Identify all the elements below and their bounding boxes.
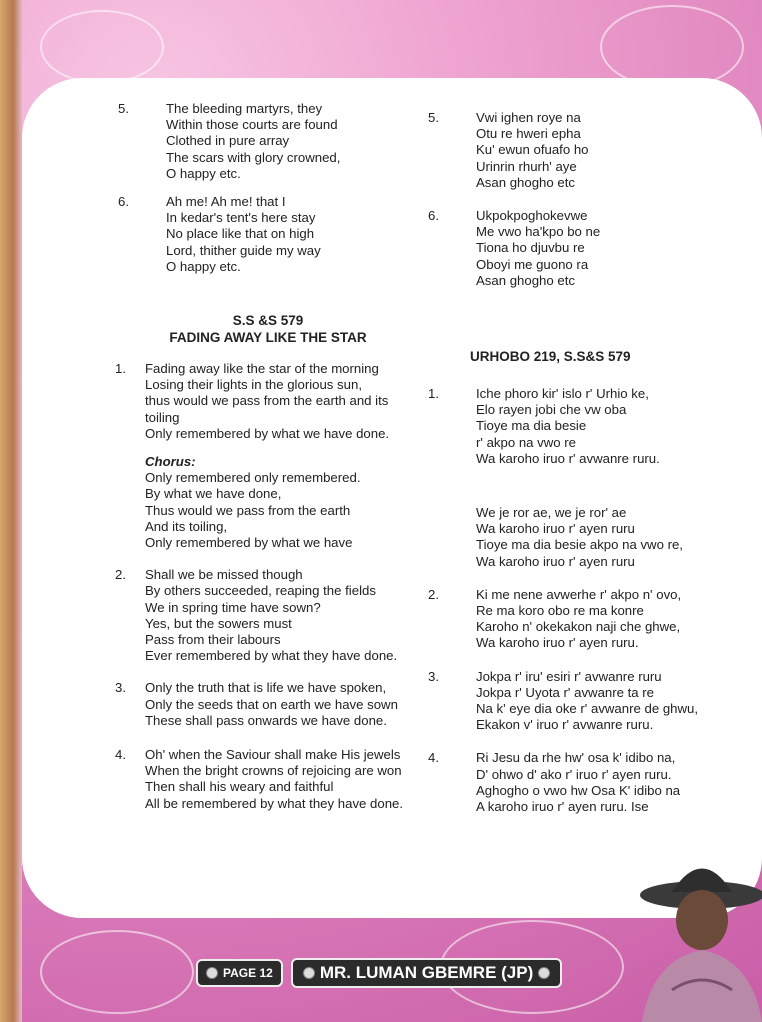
verse-number: 6. — [428, 208, 439, 224]
text-line: Urinrin rhurh' aye — [476, 158, 577, 174]
text-line: Only remembered by what we have done. — [145, 425, 390, 441]
left-hymn-body — [115, 361, 413, 812]
right-verse-2 — [428, 587, 728, 652]
verse-number: 1. — [115, 361, 126, 376]
right-hymn-body — [428, 386, 728, 815]
text-line: Thus would we pass from the earth — [145, 502, 351, 518]
text-line: Within those courts are found — [166, 117, 338, 133]
verse-lines — [166, 194, 321, 275]
verse-number: 2. — [428, 586, 439, 602]
text-line: Only remembered by what we have — [145, 535, 353, 551]
text-line: Tiona ho djuvbu re — [476, 240, 585, 256]
page-number: PAGE 12 — [223, 966, 273, 980]
text-line: Vwi ighen roye na — [476, 110, 581, 125]
text-line: Shall we be missed though — [145, 567, 303, 583]
verse-lines — [476, 208, 600, 289]
text-line: Wa karoho iruo r' ayen ruru — [476, 521, 635, 537]
right-verse-6 — [428, 208, 728, 289]
hymn-number: S.S &S 579 — [232, 313, 304, 328]
bullet-icon — [538, 967, 550, 979]
hymn-heading — [118, 312, 418, 346]
text-line: We je ror ae, we je ror' ae — [476, 505, 627, 521]
text-line: Wa karoho iruo r' ayen ruru — [476, 553, 635, 569]
hymn-title: FADING AWAY LIKE THE STAR — [169, 330, 367, 345]
verse-lines — [145, 361, 413, 442]
author-portrait — [632, 850, 762, 1022]
verse-lines — [476, 110, 589, 191]
text-line: Asan ghogho etc — [476, 174, 575, 190]
verse-lines — [476, 386, 660, 467]
text-line: Aghogho o vwo hw Osa K' idibo na — [476, 782, 681, 798]
text-line: When the bright crowns of rejoicing are won — [145, 763, 402, 779]
right-column — [428, 110, 728, 289]
chorus-lines — [145, 470, 413, 551]
verse-lines — [145, 567, 397, 664]
author-name-badge — [291, 958, 562, 988]
text-line: Only remembered only remembered. — [145, 470, 361, 486]
page-footer — [196, 958, 562, 988]
text-line: Oboyi me guono ra — [476, 256, 589, 272]
chorus-lines — [476, 505, 728, 570]
left-verse-2 — [115, 567, 413, 664]
verse-number: 3. — [115, 680, 126, 696]
text-line: In kedar's tent's here stay — [166, 210, 316, 226]
verse-number: 1. — [428, 386, 439, 401]
text-line: No place like that on high — [166, 226, 315, 242]
text-line: By what we have done, — [145, 486, 282, 502]
page-number-badge — [196, 959, 283, 987]
right-verse-5 — [428, 110, 728, 191]
verse-lines — [145, 680, 398, 729]
left-verse-3 — [115, 680, 413, 729]
left-edge-strip — [0, 0, 22, 1022]
right-verse-3 — [428, 669, 728, 734]
text-line: Re ma koro obo re ma konre — [476, 603, 644, 619]
verse-lines — [476, 587, 681, 652]
text-line: O happy etc. — [166, 258, 241, 274]
text-line: Jokpa r' iru' esiri r' avwanre ruru — [476, 668, 662, 684]
verse-number: 4. — [115, 747, 126, 763]
text-line: We in spring time have sown? — [145, 599, 321, 615]
author-name: MR. LUMAN GBEMRE (JP) — [319, 963, 534, 982]
text-line: Ekakon v' iruo r' avwanre ruru. — [476, 717, 654, 733]
text-line: Oh' when the Saviour shall make His jewels — [145, 747, 401, 763]
text-line: Only the seeds that on earth we have sown — [145, 696, 398, 712]
right-hymn-heading: URHOBO 219, S.S&S 579 — [470, 349, 631, 364]
left-verse-5 — [118, 101, 418, 182]
text-line: Elo rayen jobi che vw oba — [476, 402, 627, 418]
left-verse-1 — [115, 361, 413, 442]
text-line: Lord, thither guide my way — [166, 242, 321, 258]
text-line: Ever remembered by what they have done. — [145, 648, 398, 664]
text-line: Ki me nene avwerhe r' akpo n' ovo, — [476, 586, 682, 602]
text-line: Ah me! Ah me! that I — [166, 194, 286, 210]
bullet-icon — [303, 967, 315, 979]
verse-lines — [166, 101, 340, 182]
text-line: Fading away like the star of the morning — [145, 361, 379, 376]
text-line: Losing their lights in the glorious sun, — [145, 377, 362, 393]
text-line: O happy etc. — [166, 165, 241, 181]
text-line: D' ohwo d' ako r' iruo r' ayen ruru. — [476, 766, 672, 782]
right-verse-4 — [428, 750, 728, 815]
text-line: Wa karoho iruo r' ayen ruru. — [476, 635, 639, 651]
left-verse-6 — [118, 194, 418, 275]
chorus-label: Chorus: — [145, 454, 196, 470]
verse-number: 5. — [118, 101, 129, 116]
text-line: Wa karoho iruo r' avwanre ruru. — [476, 450, 660, 466]
verse-number: 3. — [428, 668, 439, 684]
text-line: Then shall his weary and faithful — [145, 779, 334, 795]
decorative-swirl — [40, 930, 194, 1014]
text-line: Ku' ewun ofuafo ho — [476, 142, 589, 158]
text-line: Tioye ma dia besie — [476, 418, 587, 434]
left-verse-4 — [115, 747, 413, 812]
text-line: Ukpokpoghokevwe — [476, 208, 588, 224]
text-line: Otu re hweri epha — [476, 126, 581, 142]
verse-lines — [476, 669, 698, 734]
text-line: Karoho n' okekakon naji che ghwe, — [476, 619, 681, 635]
verse-number: 6. — [118, 194, 129, 210]
text-line: Ri Jesu da rhe hw' osa k' idibo na, — [476, 750, 676, 766]
text-line: Iche phoro kir' islo r' Urhio ke, — [476, 386, 649, 401]
left-column — [118, 101, 418, 275]
verse-number: 2. — [115, 567, 126, 583]
text-line: Clothed in pure array — [166, 133, 290, 149]
text-line: r' akpo na vwo re — [476, 434, 577, 450]
text-line: All be remembered by what they have done. — [145, 795, 404, 811]
right-verse-1 — [428, 386, 728, 467]
text-line: Pass from their labours — [145, 632, 281, 648]
verse-lines — [145, 747, 403, 812]
text-line: Na k' eye dia oke r' avwanre de ghwu, — [476, 701, 699, 717]
text-line: By others succeeded, reaping the fields — [145, 583, 376, 599]
verse-number: 4. — [428, 750, 439, 766]
verse-number: 5. — [428, 110, 439, 125]
text-line: Me vwo ha'kpo bo ne — [476, 224, 601, 240]
verse-lines — [476, 750, 680, 815]
text-line: Only the truth that is life we have spoken, — [145, 680, 387, 696]
text-line: Jokpa r' Uyota r' avwanre ta re — [476, 684, 655, 700]
bullet-icon — [206, 967, 218, 979]
text-line: Yes, but the sowers must — [145, 615, 292, 631]
text-line: thus would we pass from the earth and its toiling — [145, 393, 389, 425]
text-line: Tioye ma dia besie akpo na vwo re, — [476, 537, 683, 553]
text-line: The scars with glory crowned, — [166, 149, 341, 165]
text-line: The bleeding martyrs, they — [166, 101, 323, 116]
decorative-swirl — [600, 5, 744, 89]
text-line: These shall pass onwards we have done. — [145, 712, 387, 728]
text-line: And its toiling, — [145, 518, 228, 534]
text-line: A karoho iruo r' ayen ruru. Ise — [476, 799, 649, 815]
decorative-swirl — [40, 10, 164, 84]
text-line: Asan ghogho etc — [476, 272, 575, 288]
